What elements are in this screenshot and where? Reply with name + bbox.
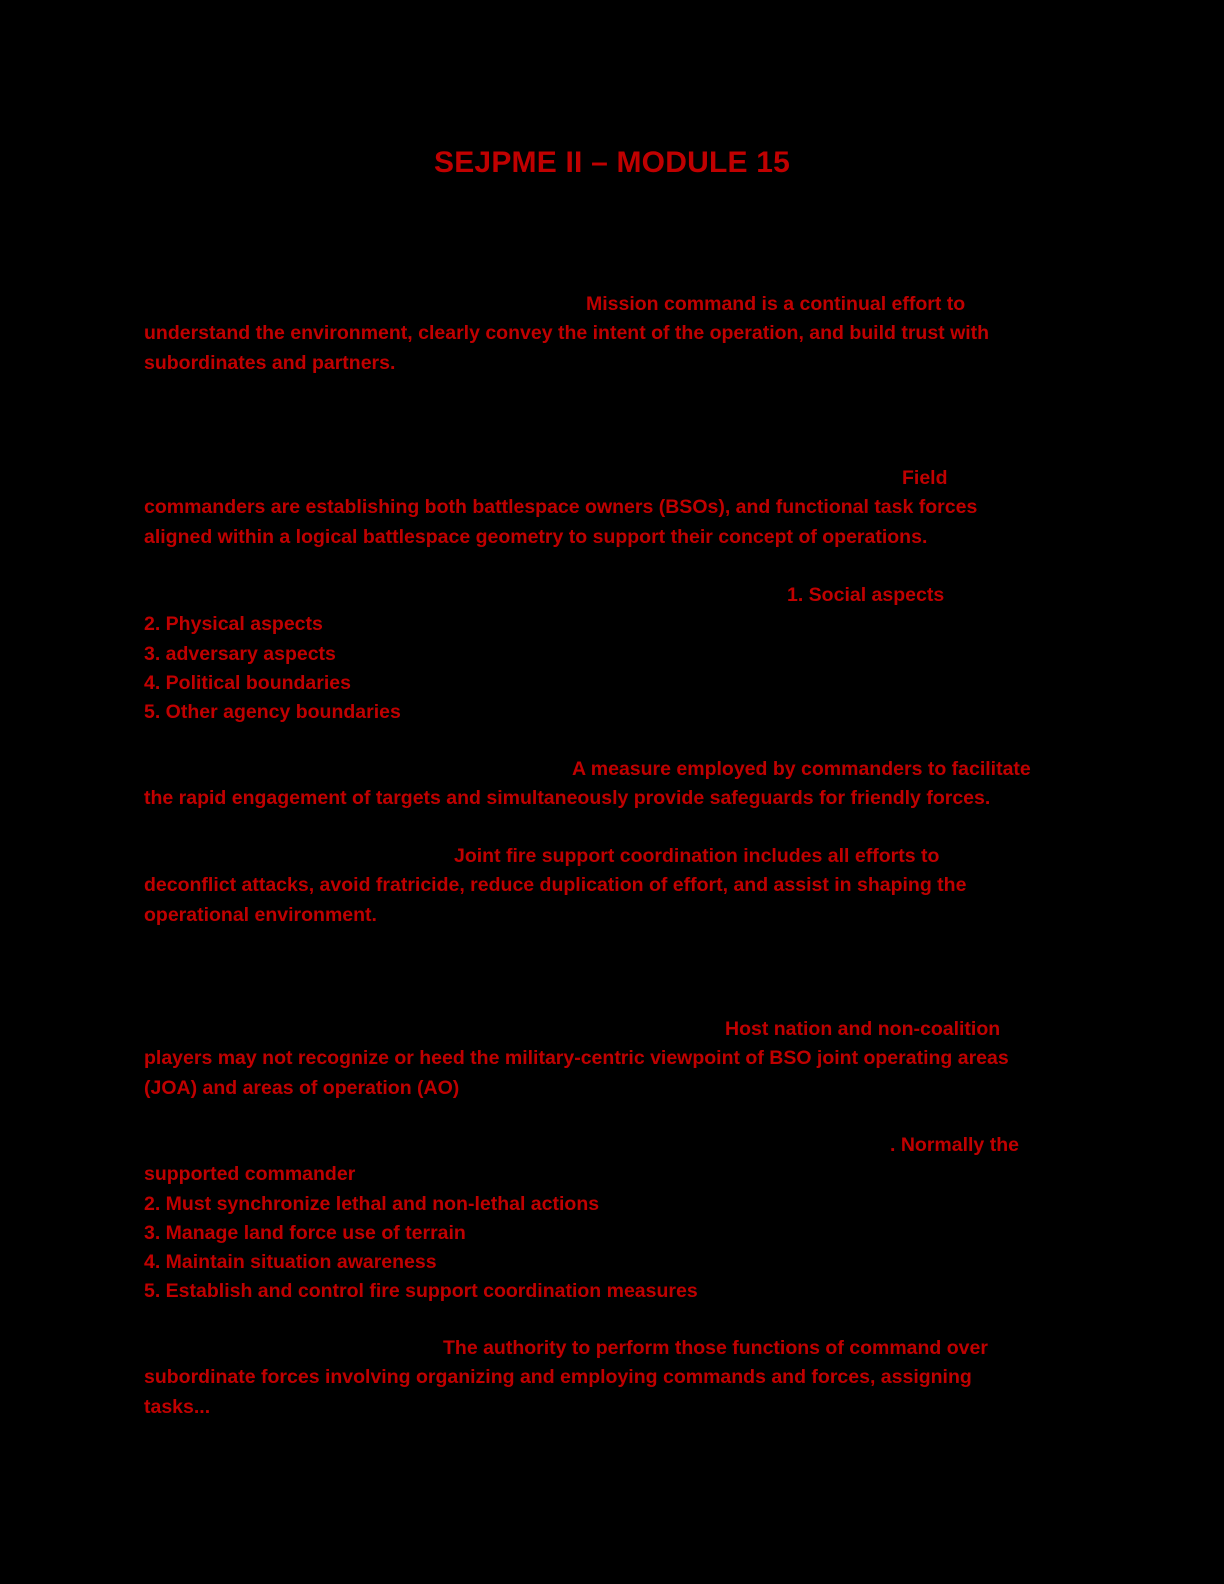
answer-line: operational environment. [144,903,377,926]
answer-line: 2. Physical aspects [144,613,323,636]
answer-line: 5. Establish and control fire support coordination measures [144,1280,698,1303]
answer-line: Mission command is a continual effort to [586,293,966,315]
answer-line: 3. Manage land force use of terrain [144,1221,466,1244]
answer-line: 4. Political boundaries [144,671,351,694]
answer-block-8 [144,1334,1084,1422]
answer-line: understand the environment, clearly convey the intent of the operation, and build trust with [144,322,990,345]
answer-block-3 [144,581,1084,727]
answer-line: 5. Other agency boundaries [144,701,401,724]
answer-line: the rapid engagement of targets and simultaneously provide safeguards for friendly forces. [144,787,991,810]
answer-line: The authority to perform those functions of command over [443,1337,988,1359]
page-title: SEJPME II – MODULE 15 [434,146,790,179]
answer-line: subordinates and partners. [144,351,396,374]
answer-line: A measure employed by commanders to facilitate [572,758,1031,780]
answer-block-5 [144,842,1084,930]
answer-line: (JOA) and areas of operation (AO) [144,1076,460,1099]
answer-line: 4. Maintain situation awareness [144,1251,437,1274]
answer-line: 2. Must synchronize lethal and non-lethal actions [144,1192,600,1215]
answer-line: tasks... [144,1395,211,1418]
answer-line: players may not recognize or heed the military-centric viewpoint of BSO joint operating areas [144,1047,1009,1070]
answer-line: aligned within a logical battlespace geometry to support their concept of operations. [144,525,928,548]
answer-line: subordinate forces involving organizing and employing commands and forces, assigning [144,1366,972,1389]
answer-line: . Normally the [890,1134,1019,1156]
answer-line: supported commander [144,1163,356,1186]
answer-block-4 [144,755,1084,814]
answer-line: Field [902,467,948,489]
answer-line: Joint fire support coordination includes all efforts to [454,845,940,867]
answer-line: Host nation and non-coalition [725,1018,1001,1040]
answer-line: 3. adversary aspects [144,642,336,665]
answer-line: 1. Social aspects [787,584,945,606]
answer-block-7 [144,1131,1084,1307]
answer-block-6 [144,1015,1084,1103]
answer-block-2 [144,464,1084,552]
answer-line: deconflict attacks, avoid fratricide, reduce duplication of effort, and assist in shaping the [144,874,967,897]
answer-line: commanders are establishing both battlespace owners (BSOs), and functional task forces [144,496,978,519]
answer-block-1 [144,290,1084,378]
